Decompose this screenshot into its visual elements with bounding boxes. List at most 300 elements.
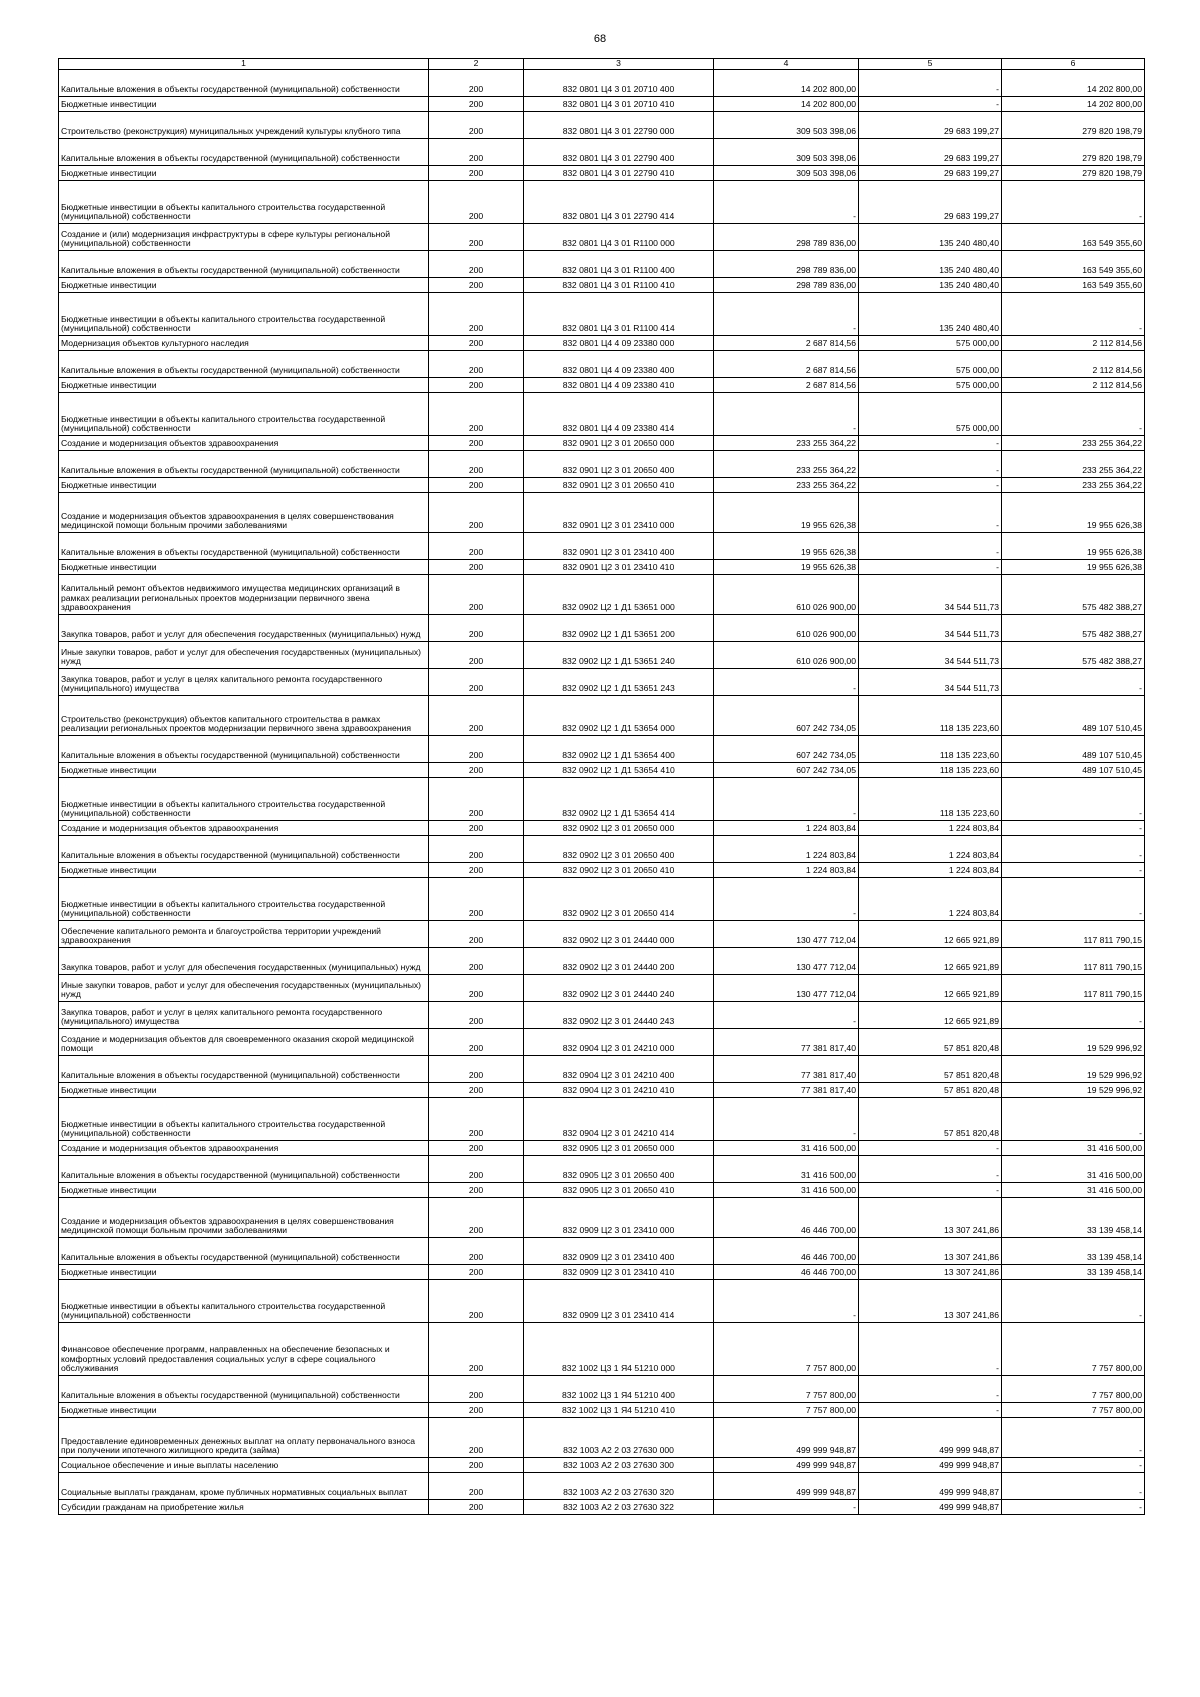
row-col4-value: 610 026 900,00 [714, 642, 859, 669]
row-name-cell: Капитальные вложения в объекты государственной (муниципальной) собственности [59, 1238, 429, 1265]
row-code-cell: 200 [429, 112, 524, 139]
row-col5-value: 34 544 511,73 [859, 615, 1002, 642]
row-code-cell: 200 [429, 1098, 524, 1141]
row-col6-value: 7 757 800,00 [1002, 1376, 1145, 1403]
row-kbk-cell: 832 0904 Ц2 3 01 24210 414 [524, 1098, 714, 1141]
row-name-cell: Бюджетные инвестиции [59, 478, 429, 493]
row-code-cell: 200 [429, 251, 524, 278]
row-col5-value: - [859, 493, 1002, 533]
row-col5-value: 118 135 223,60 [859, 736, 1002, 763]
row-col4-value: 2 687 814,56 [714, 336, 859, 351]
table-row [59, 436, 1145, 451]
row-kbk-cell: 832 0801 Ц4 3 01 22790 410 [524, 166, 714, 181]
row-col4-value: 14 202 800,00 [714, 97, 859, 112]
row-name-cell: Закупка товаров, работ и услуг для обеспечения государственных (муниципальных) нужд [59, 948, 429, 975]
row-col6-value: 31 416 500,00 [1002, 1183, 1145, 1198]
row-kbk-cell: 832 0902 Ц2 1 Д1 53651 200 [524, 615, 714, 642]
row-col5-value: 34 544 511,73 [859, 669, 1002, 696]
table-row [59, 533, 1145, 560]
row-name-cell: Создание и (или) модернизация инфраструктуры в сфере культуры региональной (муниципальной) собственности [59, 224, 429, 251]
row-name-cell: Бюджетные инвестиции [59, 560, 429, 575]
row-code-cell: 200 [429, 642, 524, 669]
row-col6-value: - [1002, 1458, 1145, 1473]
row-code-cell: 200 [429, 836, 524, 863]
row-name-cell: Создание и модернизация объектов здравоохранения [59, 821, 429, 836]
row-col6-value: - [1002, 1280, 1145, 1323]
table-body [59, 70, 1145, 1515]
table-row [59, 1265, 1145, 1280]
row-name-cell: Закупка товаров, работ и услуг для обеспечения государственных (муниципальных) нужд [59, 615, 429, 642]
row-kbk-cell: 832 1003 А2 2 03 27630 300 [524, 1458, 714, 1473]
row-name-cell: Капитальные вложения в объекты государственной (муниципальной) собственности [59, 139, 429, 166]
table-row [59, 97, 1145, 112]
row-name-cell: Создание и модернизация объектов здравоохранения в целях совершенствования медицинской помощи больным прочими заболеваниями [59, 493, 429, 533]
row-col4-value: 233 255 364,22 [714, 478, 859, 493]
row-col4-value: 77 381 817,40 [714, 1029, 859, 1056]
row-col6-value: 163 549 355,60 [1002, 224, 1145, 251]
row-col5-value: - [859, 1376, 1002, 1403]
row-col6-value: 19 955 626,38 [1002, 533, 1145, 560]
table-row [59, 975, 1145, 1002]
row-col4-value: 46 446 700,00 [714, 1238, 859, 1265]
row-kbk-cell: 832 0801 Ц4 4 09 23380 410 [524, 378, 714, 393]
row-col5-value: 575 000,00 [859, 336, 1002, 351]
row-name-cell: Капитальные вложения в объекты государственной (муниципальной) собственности [59, 1056, 429, 1083]
row-code-cell: 200 [429, 575, 524, 615]
column-header: 2 [429, 59, 524, 70]
row-col5-value: 13 307 241,86 [859, 1280, 1002, 1323]
row-col6-value: 31 416 500,00 [1002, 1141, 1145, 1156]
row-kbk-cell: 832 0801 Ц4 3 01 R1100 400 [524, 251, 714, 278]
row-col6-value: 575 482 388,27 [1002, 642, 1145, 669]
row-name-cell: Бюджетные инвестиции [59, 97, 429, 112]
row-kbk-cell: 832 0905 Ц2 3 01 20650 410 [524, 1183, 714, 1198]
row-name-cell: Модернизация объектов культурного наследия [59, 336, 429, 351]
row-col5-value: 118 135 223,60 [859, 696, 1002, 736]
table-row [59, 763, 1145, 778]
row-col6-value: 7 757 800,00 [1002, 1403, 1145, 1418]
row-code-cell: 200 [429, 436, 524, 451]
row-col6-value: - [1002, 1473, 1145, 1500]
row-col6-value: - [1002, 836, 1145, 863]
row-col5-value: 12 665 921,89 [859, 1002, 1002, 1029]
row-name-cell: Создание и модернизация объектов здравоохранения [59, 436, 429, 451]
row-col6-value: 163 549 355,60 [1002, 251, 1145, 278]
row-col4-value: 1 224 803,84 [714, 836, 859, 863]
row-col4-value: 1 224 803,84 [714, 821, 859, 836]
row-col6-value: 2 112 814,56 [1002, 336, 1145, 351]
row-kbk-cell: 832 0902 Ц2 3 01 24440 243 [524, 1002, 714, 1029]
row-col4-value: 130 477 712,04 [714, 921, 859, 948]
budget-table [58, 58, 1145, 1515]
row-kbk-cell: 832 0902 Ц2 1 Д1 53654 410 [524, 763, 714, 778]
row-col6-value: 233 255 364,22 [1002, 436, 1145, 451]
table-row [59, 696, 1145, 736]
row-col5-value: 499 999 948,87 [859, 1500, 1002, 1515]
row-code-cell: 200 [429, 181, 524, 224]
row-name-cell: Бюджетные инвестиции в объекты капитального строительства государственной (муниципальной) собственности [59, 181, 429, 224]
row-name-cell: Строительство (реконструкция) муниципальных учреждений культуры клубного типа [59, 112, 429, 139]
row-kbk-cell: 832 0801 Ц4 3 01 22790 000 [524, 112, 714, 139]
row-code-cell: 200 [429, 921, 524, 948]
row-col6-value: 19 529 996,92 [1002, 1083, 1145, 1098]
row-code-cell: 200 [429, 1418, 524, 1458]
row-name-cell: Иные закупки товаров, работ и услуг для обеспечения государственных (муниципальных) нужд [59, 975, 429, 1002]
row-name-cell: Капитальные вложения в объекты государственной (муниципальной) собственности [59, 251, 429, 278]
row-name-cell: Социальные выплаты гражданам, кроме публичных нормативных социальных выплат [59, 1473, 429, 1500]
row-kbk-cell: 832 0909 Ц2 3 01 23410 400 [524, 1238, 714, 1265]
row-name-cell: Создание и модернизация объектов здравоохранения [59, 1141, 429, 1156]
column-header: 4 [714, 59, 859, 70]
row-code-cell: 200 [429, 293, 524, 336]
row-col5-value: - [859, 97, 1002, 112]
row-code-cell: 200 [429, 1403, 524, 1418]
table-row [59, 351, 1145, 378]
row-col6-value: 19 529 996,92 [1002, 1056, 1145, 1083]
row-col4-value: 77 381 817,40 [714, 1056, 859, 1083]
row-kbk-cell: 832 0901 Ц2 3 01 23410 000 [524, 493, 714, 533]
row-col5-value: 12 665 921,89 [859, 975, 1002, 1002]
table-row [59, 278, 1145, 293]
row-kbk-cell: 832 1003 А2 2 03 27630 320 [524, 1473, 714, 1500]
table-row [59, 393, 1145, 436]
row-col5-value: 575 000,00 [859, 378, 1002, 393]
row-col6-value: 117 811 790,15 [1002, 921, 1145, 948]
row-col6-value: - [1002, 863, 1145, 878]
row-col6-value: - [1002, 1418, 1145, 1458]
row-col5-value: 499 999 948,87 [859, 1458, 1002, 1473]
table-row [59, 836, 1145, 863]
row-col5-value: 12 665 921,89 [859, 921, 1002, 948]
row-col5-value: 135 240 480,40 [859, 278, 1002, 293]
table-row [59, 1156, 1145, 1183]
table-row [59, 821, 1145, 836]
row-col4-value: 1 224 803,84 [714, 863, 859, 878]
row-col4-value: - [714, 669, 859, 696]
row-col4-value: 2 687 814,56 [714, 378, 859, 393]
row-kbk-cell: 832 0902 Ц2 1 Д1 53651 240 [524, 642, 714, 669]
row-code-cell: 200 [429, 615, 524, 642]
table-row [59, 251, 1145, 278]
row-kbk-cell: 832 0902 Ц2 1 Д1 53654 000 [524, 696, 714, 736]
row-col5-value: - [859, 1183, 1002, 1198]
row-col4-value: 130 477 712,04 [714, 948, 859, 975]
row-name-cell: Бюджетные инвестиции [59, 1083, 429, 1098]
row-col6-value: 19 955 626,38 [1002, 560, 1145, 575]
row-kbk-cell: 832 0909 Ц2 3 01 23410 410 [524, 1265, 714, 1280]
row-name-cell: Социальное обеспечение и иные выплаты населению [59, 1458, 429, 1473]
row-col4-value: - [714, 878, 859, 921]
table-row [59, 560, 1145, 575]
row-col4-value: 233 255 364,22 [714, 451, 859, 478]
row-name-cell: Капитальные вложения в объекты государственной (муниципальной) собственности [59, 736, 429, 763]
row-code-cell: 200 [429, 1156, 524, 1183]
row-col5-value: 1 224 803,84 [859, 878, 1002, 921]
table-row [59, 863, 1145, 878]
row-col5-value: 57 851 820,48 [859, 1098, 1002, 1141]
row-name-cell: Бюджетные инвестиции [59, 166, 429, 181]
row-name-cell: Бюджетные инвестиции в объекты капитального строительства государственной (муниципальной) собственности [59, 1098, 429, 1141]
row-col6-value: 19 955 626,38 [1002, 493, 1145, 533]
row-kbk-cell: 832 1002 Ц3 1 Я4 51210 410 [524, 1403, 714, 1418]
row-col6-value: - [1002, 669, 1145, 696]
row-col5-value: - [859, 70, 1002, 97]
row-kbk-cell: 832 0801 Ц4 3 01 20710 410 [524, 97, 714, 112]
row-kbk-cell: 832 1002 Ц3 1 Я4 51210 400 [524, 1376, 714, 1403]
table-row [59, 948, 1145, 975]
row-col4-value: - [714, 778, 859, 821]
row-col6-value: - [1002, 1002, 1145, 1029]
row-name-cell: Бюджетные инвестиции [59, 378, 429, 393]
table-row [59, 166, 1145, 181]
row-kbk-cell: 832 0904 Ц2 3 01 24210 400 [524, 1056, 714, 1083]
row-col5-value: - [859, 560, 1002, 575]
row-col6-value: 2 112 814,56 [1002, 351, 1145, 378]
row-code-cell: 200 [429, 696, 524, 736]
row-col5-value: 135 240 480,40 [859, 251, 1002, 278]
row-col4-value: 309 503 398,06 [714, 112, 859, 139]
row-col5-value: 575 000,00 [859, 351, 1002, 378]
table-row [59, 451, 1145, 478]
row-col5-value: 34 544 511,73 [859, 575, 1002, 615]
row-kbk-cell: 832 0901 Ц2 3 01 23410 410 [524, 560, 714, 575]
table-row [59, 642, 1145, 669]
row-code-cell: 200 [429, 763, 524, 778]
row-col6-value: 233 255 364,22 [1002, 478, 1145, 493]
table-row [59, 1141, 1145, 1156]
row-col4-value: - [714, 293, 859, 336]
row-kbk-cell: 832 0902 Ц2 3 01 20650 410 [524, 863, 714, 878]
row-col4-value: 31 416 500,00 [714, 1183, 859, 1198]
table-row [59, 378, 1145, 393]
table-row [59, 669, 1145, 696]
row-kbk-cell: 832 0902 Ц2 3 01 20650 414 [524, 878, 714, 921]
row-name-cell: Предоставление единовременных денежных выплат на оплату первоначального взноса при получении ипотечного жилищного кредита (займа) [59, 1418, 429, 1458]
row-code-cell: 200 [429, 878, 524, 921]
row-name-cell: Бюджетные инвестиции в объекты капитального строительства государственной (муниципальной) собственности [59, 878, 429, 921]
row-code-cell: 200 [429, 533, 524, 560]
row-col4-value: 46 446 700,00 [714, 1198, 859, 1238]
row-code-cell: 200 [429, 821, 524, 836]
row-code-cell: 200 [429, 1002, 524, 1029]
row-kbk-cell: 832 0902 Ц2 1 Д1 53654 400 [524, 736, 714, 763]
row-kbk-cell: 832 0909 Ц2 3 01 23410 000 [524, 1198, 714, 1238]
row-kbk-cell: 832 0801 Ц4 3 01 22790 414 [524, 181, 714, 224]
row-col5-value: - [859, 478, 1002, 493]
row-code-cell: 200 [429, 278, 524, 293]
table-row [59, 1238, 1145, 1265]
row-col4-value: - [714, 1500, 859, 1515]
row-col4-value: 31 416 500,00 [714, 1141, 859, 1156]
row-name-cell: Закупка товаров, работ и услуг в целях капитального ремонта государственного (муниципального) имущества [59, 1002, 429, 1029]
row-kbk-cell: 832 0909 Ц2 3 01 23410 414 [524, 1280, 714, 1323]
row-col4-value: 607 242 734,05 [714, 763, 859, 778]
row-col5-value: - [859, 533, 1002, 560]
row-code-cell: 200 [429, 393, 524, 436]
row-col6-value: 33 139 458,14 [1002, 1238, 1145, 1265]
row-code-cell: 200 [429, 1238, 524, 1265]
row-kbk-cell: 832 0901 Ц2 3 01 23410 400 [524, 533, 714, 560]
table-row [59, 778, 1145, 821]
row-code-cell: 200 [429, 70, 524, 97]
row-col5-value: 1 224 803,84 [859, 863, 1002, 878]
row-col4-value: 499 999 948,87 [714, 1458, 859, 1473]
row-name-cell: Строительство (реконструкция) объектов капитального строительства в рамках реализации региональных проектов модернизации первичного звена здравоохранения [59, 696, 429, 736]
row-col6-value: 489 107 510,45 [1002, 736, 1145, 763]
row-col5-value: 1 224 803,84 [859, 821, 1002, 836]
row-code-cell: 200 [429, 1323, 524, 1376]
row-col4-value: 309 503 398,06 [714, 139, 859, 166]
row-kbk-cell: 832 0901 Ц2 3 01 20650 400 [524, 451, 714, 478]
row-col4-value: 19 955 626,38 [714, 560, 859, 575]
table-row [59, 1083, 1145, 1098]
row-name-cell: Капитальные вложения в объекты государственной (муниципальной) собственности [59, 533, 429, 560]
row-name-cell: Бюджетные инвестиции в объекты капитального строительства государственной (муниципальной) собственности [59, 293, 429, 336]
row-name-cell: Иные закупки товаров, работ и услуг для обеспечения государственных (муниципальных) нужд [59, 642, 429, 669]
table-row [59, 224, 1145, 251]
row-code-cell: 200 [429, 1141, 524, 1156]
row-col6-value: 14 202 800,00 [1002, 97, 1145, 112]
row-col4-value: 607 242 734,05 [714, 736, 859, 763]
row-col6-value: 575 482 388,27 [1002, 615, 1145, 642]
table-row [59, 1323, 1145, 1376]
row-col6-value: 33 139 458,14 [1002, 1198, 1145, 1238]
row-col4-value: 610 026 900,00 [714, 615, 859, 642]
row-name-cell: Финансовое обеспечение программ, направленных на обеспечение безопасных и комфортных условий предоставления социальных услуг в сфере социального обслуживания [59, 1323, 429, 1376]
row-col6-value: - [1002, 393, 1145, 436]
row-kbk-cell: 832 0902 Ц2 3 01 24440 240 [524, 975, 714, 1002]
row-col5-value: 135 240 480,40 [859, 293, 1002, 336]
row-code-cell: 200 [429, 1265, 524, 1280]
row-col4-value: 309 503 398,06 [714, 166, 859, 181]
row-col4-value: 130 477 712,04 [714, 975, 859, 1002]
table-row [59, 1183, 1145, 1198]
column-header: 6 [1002, 59, 1145, 70]
row-col4-value: 298 789 836,00 [714, 278, 859, 293]
table-row [59, 493, 1145, 533]
header-row [59, 59, 1145, 70]
row-kbk-cell: 832 0905 Ц2 3 01 20650 000 [524, 1141, 714, 1156]
row-code-cell: 200 [429, 1198, 524, 1238]
row-name-cell: Бюджетные инвестиции [59, 863, 429, 878]
row-col6-value: 2 112 814,56 [1002, 378, 1145, 393]
table-row [59, 615, 1145, 642]
row-name-cell: Бюджетные инвестиции в объекты капитального строительства государственной (муниципальной) собственности [59, 1280, 429, 1323]
row-kbk-cell: 832 0904 Ц2 3 01 24210 410 [524, 1083, 714, 1098]
table-row [59, 1280, 1145, 1323]
table-row [59, 181, 1145, 224]
table-row [59, 1376, 1145, 1403]
row-code-cell: 200 [429, 1473, 524, 1500]
row-col6-value: 279 820 198,79 [1002, 166, 1145, 181]
row-col6-value: 7 757 800,00 [1002, 1323, 1145, 1376]
column-header: 5 [859, 59, 1002, 70]
row-name-cell: Капитальные вложения в объекты государственной (муниципальной) собственности [59, 1376, 429, 1403]
table-row [59, 1198, 1145, 1238]
row-col5-value: 29 683 199,27 [859, 139, 1002, 166]
row-col5-value: 118 135 223,60 [859, 763, 1002, 778]
table-row [59, 1056, 1145, 1083]
table-row [59, 1418, 1145, 1458]
row-name-cell: Обеспечение капитального ремонта и благоустройства территории учреждений здравоохранения [59, 921, 429, 948]
row-code-cell: 200 [429, 948, 524, 975]
row-name-cell: Создание и модернизация объектов для своевременного оказания скорой медицинской помощи [59, 1029, 429, 1056]
row-col5-value: - [859, 451, 1002, 478]
row-code-cell: 200 [429, 1280, 524, 1323]
table-row [59, 736, 1145, 763]
row-name-cell: Бюджетные инвестиции в объекты капитального строительства государственной (муниципальной) собственности [59, 778, 429, 821]
table-row [59, 112, 1145, 139]
row-kbk-cell: 832 0801 Ц4 3 01 20710 400 [524, 70, 714, 97]
row-name-cell: Субсидии гражданам на приобретение жилья [59, 1500, 429, 1515]
row-col4-value: 607 242 734,05 [714, 696, 859, 736]
row-code-cell: 200 [429, 1458, 524, 1473]
row-col4-value: 7 757 800,00 [714, 1403, 859, 1418]
table-row [59, 336, 1145, 351]
table-row [59, 1500, 1145, 1515]
row-col4-value: 233 255 364,22 [714, 436, 859, 451]
row-col5-value: 29 683 199,27 [859, 181, 1002, 224]
row-code-cell: 200 [429, 1029, 524, 1056]
row-col6-value: - [1002, 1098, 1145, 1141]
row-code-cell: 200 [429, 1500, 524, 1515]
row-name-cell: Бюджетные инвестиции в объекты капитального строительства государственной (муниципальной) собственности [59, 393, 429, 436]
row-col6-value: - [1002, 181, 1145, 224]
table-row [59, 478, 1145, 493]
row-kbk-cell: 832 0902 Ц2 3 01 24440 000 [524, 921, 714, 948]
row-kbk-cell: 832 0902 Ц2 3 01 24440 200 [524, 948, 714, 975]
row-col6-value: 489 107 510,45 [1002, 696, 1145, 736]
table-row [59, 1098, 1145, 1141]
row-col4-value: 610 026 900,00 [714, 575, 859, 615]
row-col5-value: 57 851 820,48 [859, 1083, 1002, 1098]
row-code-cell: 200 [429, 451, 524, 478]
row-col5-value: 575 000,00 [859, 393, 1002, 436]
row-col6-value: 117 811 790,15 [1002, 975, 1145, 1002]
row-col5-value: - [859, 1323, 1002, 1376]
row-code-cell: 200 [429, 478, 524, 493]
row-name-cell: Капитальные вложения в объекты государственной (муниципальной) собственности [59, 70, 429, 97]
row-code-cell: 200 [429, 378, 524, 393]
row-code-cell: 200 [429, 863, 524, 878]
row-kbk-cell: 832 0801 Ц4 3 01 R1100 000 [524, 224, 714, 251]
row-kbk-cell: 832 0901 Ц2 3 01 20650 000 [524, 436, 714, 451]
row-name-cell: Создание и модернизация объектов здравоохранения в целях совершенствования медицинской помощи больным прочими заболеваниями [59, 1198, 429, 1238]
row-code-cell: 200 [429, 975, 524, 1002]
row-code-cell: 200 [429, 560, 524, 575]
row-col5-value: 1 224 803,84 [859, 836, 1002, 863]
row-col5-value: 118 135 223,60 [859, 778, 1002, 821]
row-code-cell: 200 [429, 351, 524, 378]
row-col4-value: - [714, 1098, 859, 1141]
row-col4-value: 77 381 817,40 [714, 1083, 859, 1098]
row-col4-value: - [714, 393, 859, 436]
row-col4-value: 499 999 948,87 [714, 1418, 859, 1458]
table-row [59, 878, 1145, 921]
row-kbk-cell: 832 0902 Ц2 1 Д1 53651 000 [524, 575, 714, 615]
row-code-cell: 200 [429, 1056, 524, 1083]
row-kbk-cell: 832 0902 Ц2 3 01 20650 400 [524, 836, 714, 863]
row-col5-value: - [859, 1403, 1002, 1418]
row-col6-value: 19 529 996,92 [1002, 1029, 1145, 1056]
row-kbk-cell: 832 0801 Ц4 4 09 23380 414 [524, 393, 714, 436]
row-code-cell: 200 [429, 224, 524, 251]
row-kbk-cell: 832 0801 Ц4 4 09 23380 400 [524, 351, 714, 378]
row-code-cell: 200 [429, 1183, 524, 1198]
row-col6-value: 163 549 355,60 [1002, 278, 1145, 293]
row-col5-value: - [859, 1156, 1002, 1183]
table-row [59, 70, 1145, 97]
